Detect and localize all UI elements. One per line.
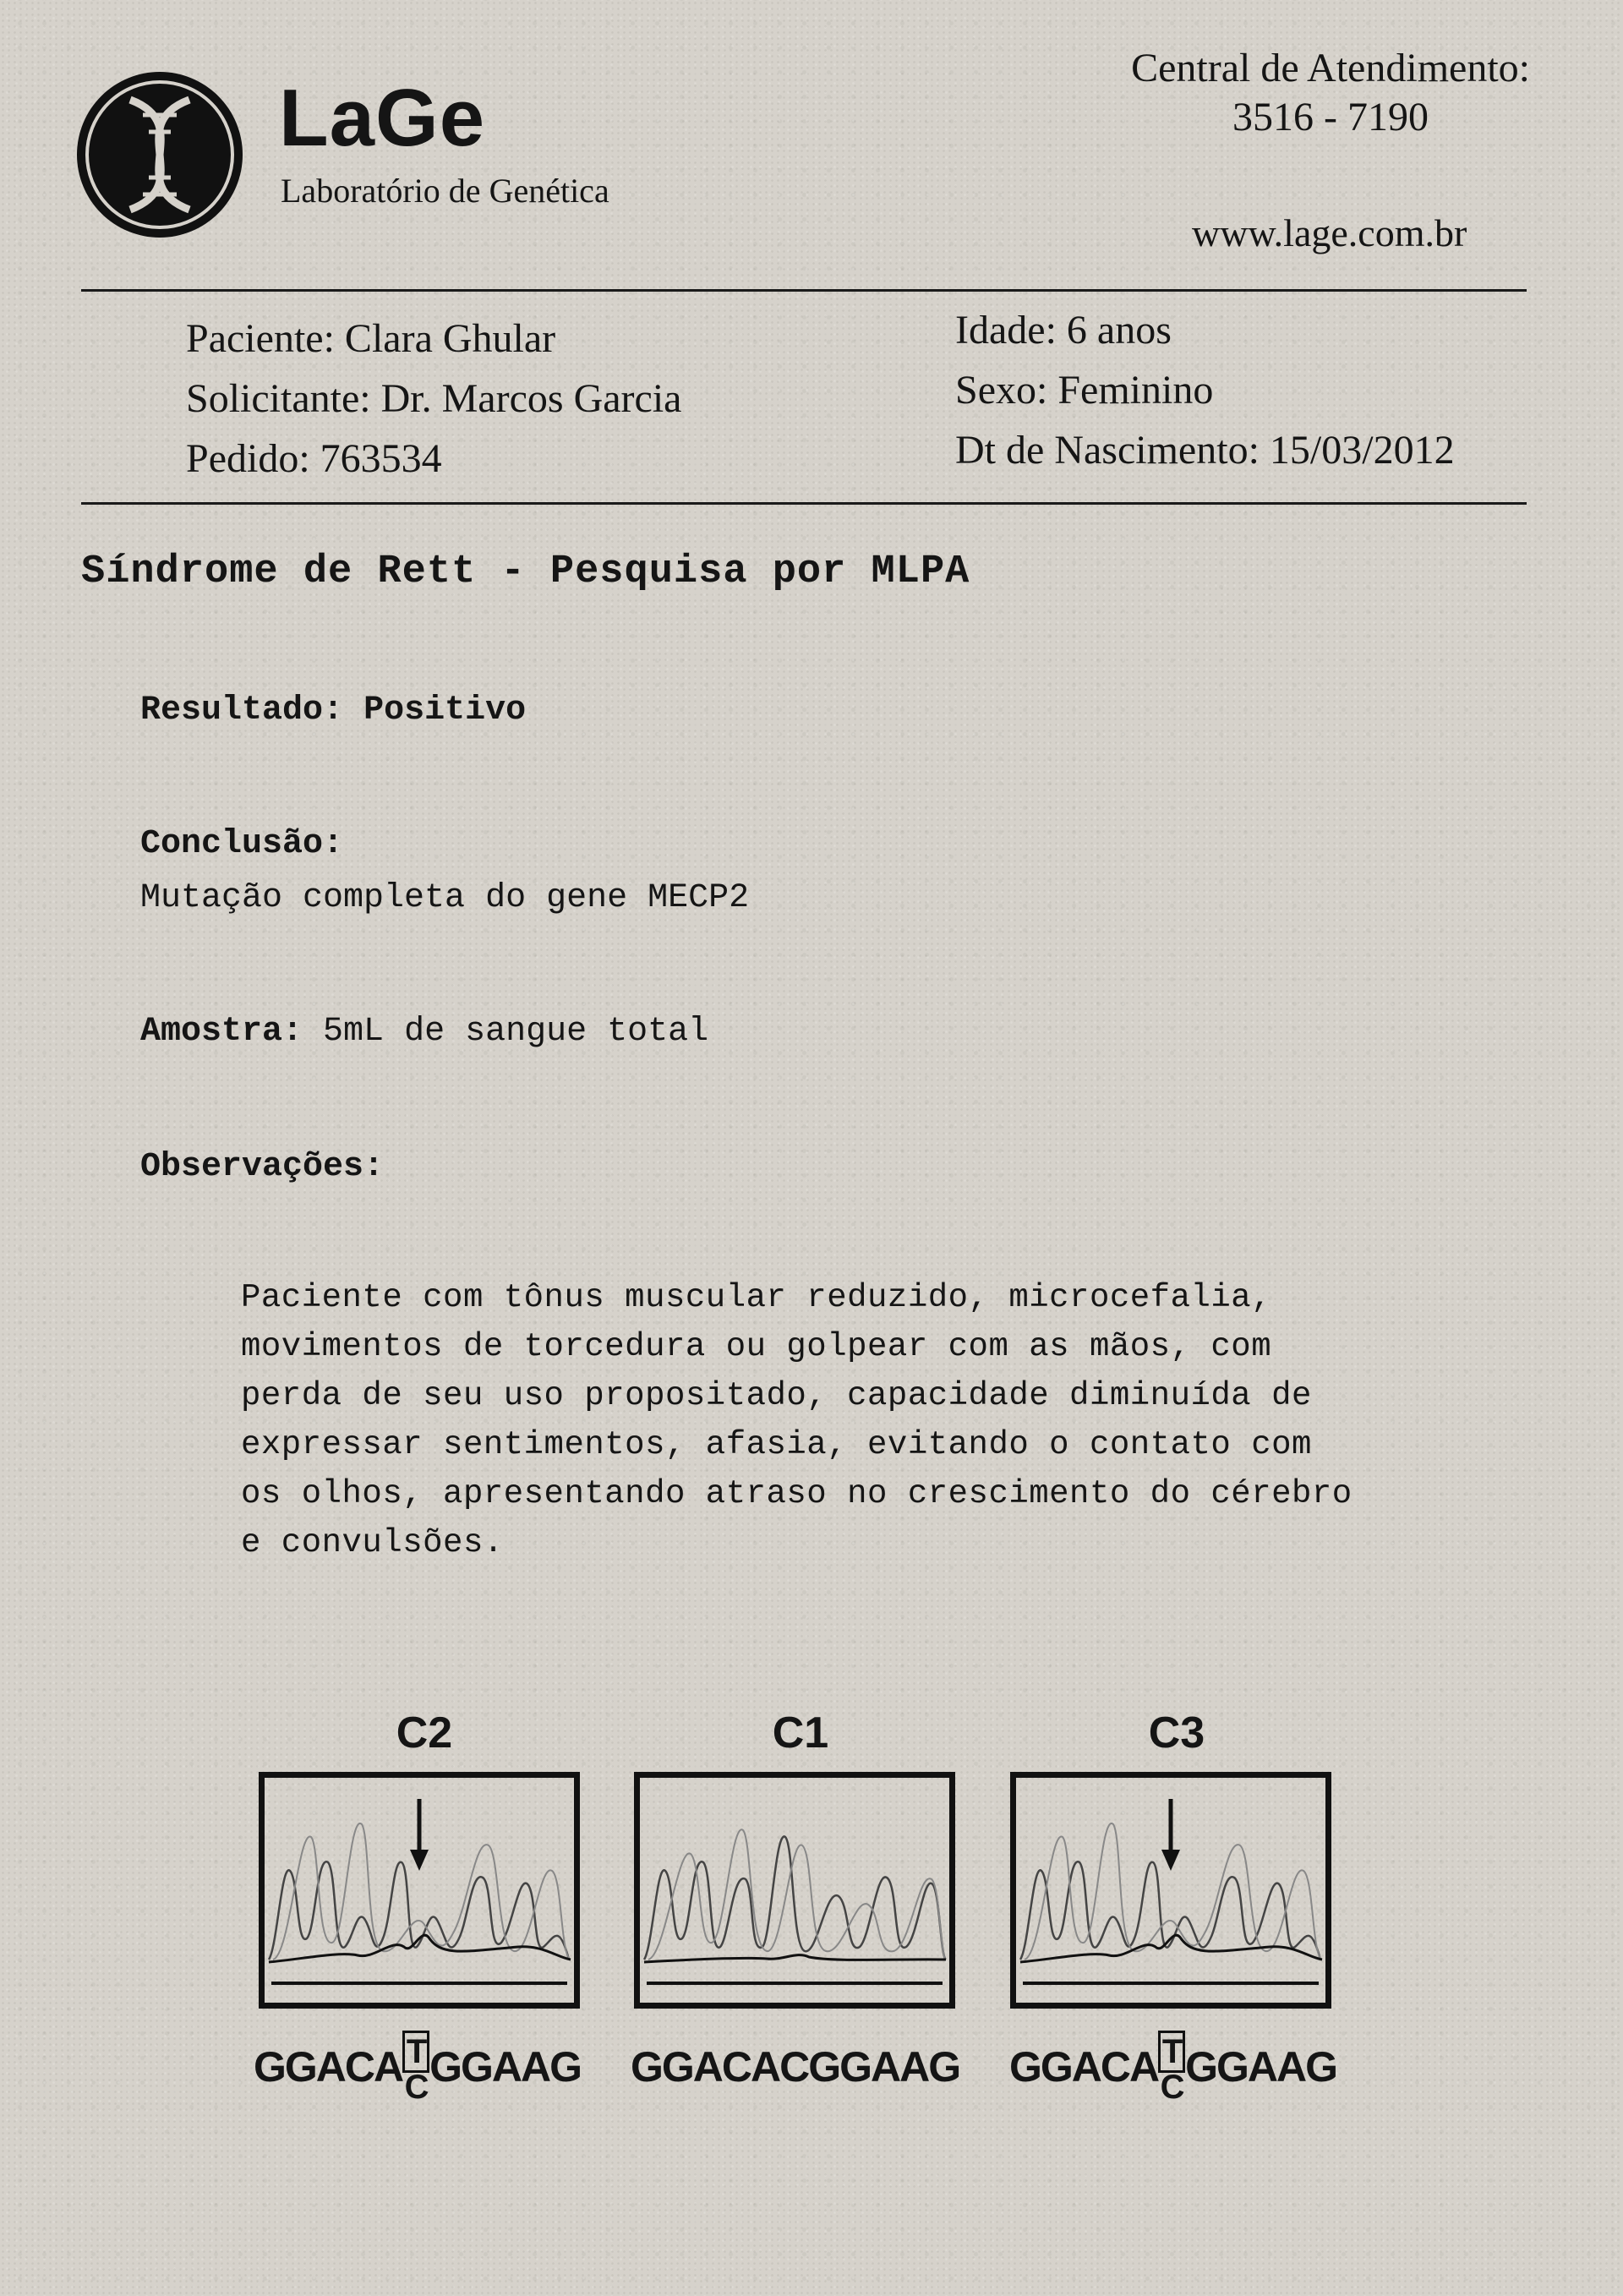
sequence-c2: GGACA $\frac{T}{C}$ GGAAG: [254, 2046, 581, 2102]
chromatogram-label-c1: C1: [772, 1708, 829, 1758]
chromatogram-c1: [634, 1772, 955, 2009]
result-field: [140, 692, 526, 730]
header-divider-top: [81, 289, 1527, 292]
dna-helix-icon: [71, 66, 249, 243]
order-number: Pedido: 763534: [186, 436, 442, 481]
observations-label: Observações:: [140, 1148, 385, 1186]
variant-arrow-icon: [410, 1799, 429, 1871]
patient-sex: Sexo: Feminino: [955, 368, 1214, 413]
chromatogram-label-c3: C3: [1148, 1708, 1205, 1758]
sample-value: 5mL de sangue total: [323, 1013, 709, 1051]
patient-name: Paciente: Clara Ghular: [186, 316, 556, 361]
sequence-c3: GGACA $\frac{T}{C}$ GGAAG: [1009, 2046, 1336, 2102]
birth-date: Dt de Nascimento: 15/03/2012: [955, 428, 1455, 473]
variant-base-c2: $\frac{T}{C}$: [402, 2046, 429, 2102]
conclusion-value: Mutação completa do gene MECP2: [140, 879, 750, 917]
requester: Solicitante: Dr. Marcos Garcia: [186, 376, 682, 421]
contact-phone: 3516 - 7190: [1232, 95, 1429, 139]
chromatogram-c3: [1010, 1772, 1331, 2009]
sample-label: Amostra:: [140, 1013, 303, 1051]
conclusion-label: Conclusão:: [140, 825, 344, 863]
header-divider-bottom: [81, 502, 1527, 505]
chromatogram-c2: [259, 1772, 580, 2009]
sample-field: [140, 1013, 708, 1051]
sequence-c1: GGACACGGAAG: [631, 2043, 960, 2091]
brand-subtitle: Laboratório de Genética: [281, 172, 609, 210]
variant-base-c3: $\frac{T}{C}$: [1158, 2046, 1185, 2102]
patient-age: Idade: 6 anos: [955, 308, 1172, 353]
variant-arrow-icon: [1161, 1799, 1180, 1871]
result-value: Positivo: [363, 692, 527, 730]
observations-text: Paciente com tônus muscular reduzido, microcefalia, movimentos de torcedura ou golpear com as mãos, com perda de seu uso propositado, capacidade diminuída de expressar sentimentos, afasia, evitando o contato com os olhos, apresentando atraso no crescimento do cérebro e convulsões.: [241, 1279, 1352, 1561]
brand-name: LaGe: [279, 73, 486, 163]
contact-label: Central de Atendimento:: [1131, 46, 1530, 90]
result-label: Resultado:: [140, 692, 344, 730]
chromatogram-label-c2: C2: [396, 1708, 453, 1758]
exam-title: Síndrome de Rett - Pesquisa por MLPA: [81, 549, 970, 594]
website-link[interactable]: www.lage.com.br: [1192, 211, 1467, 254]
